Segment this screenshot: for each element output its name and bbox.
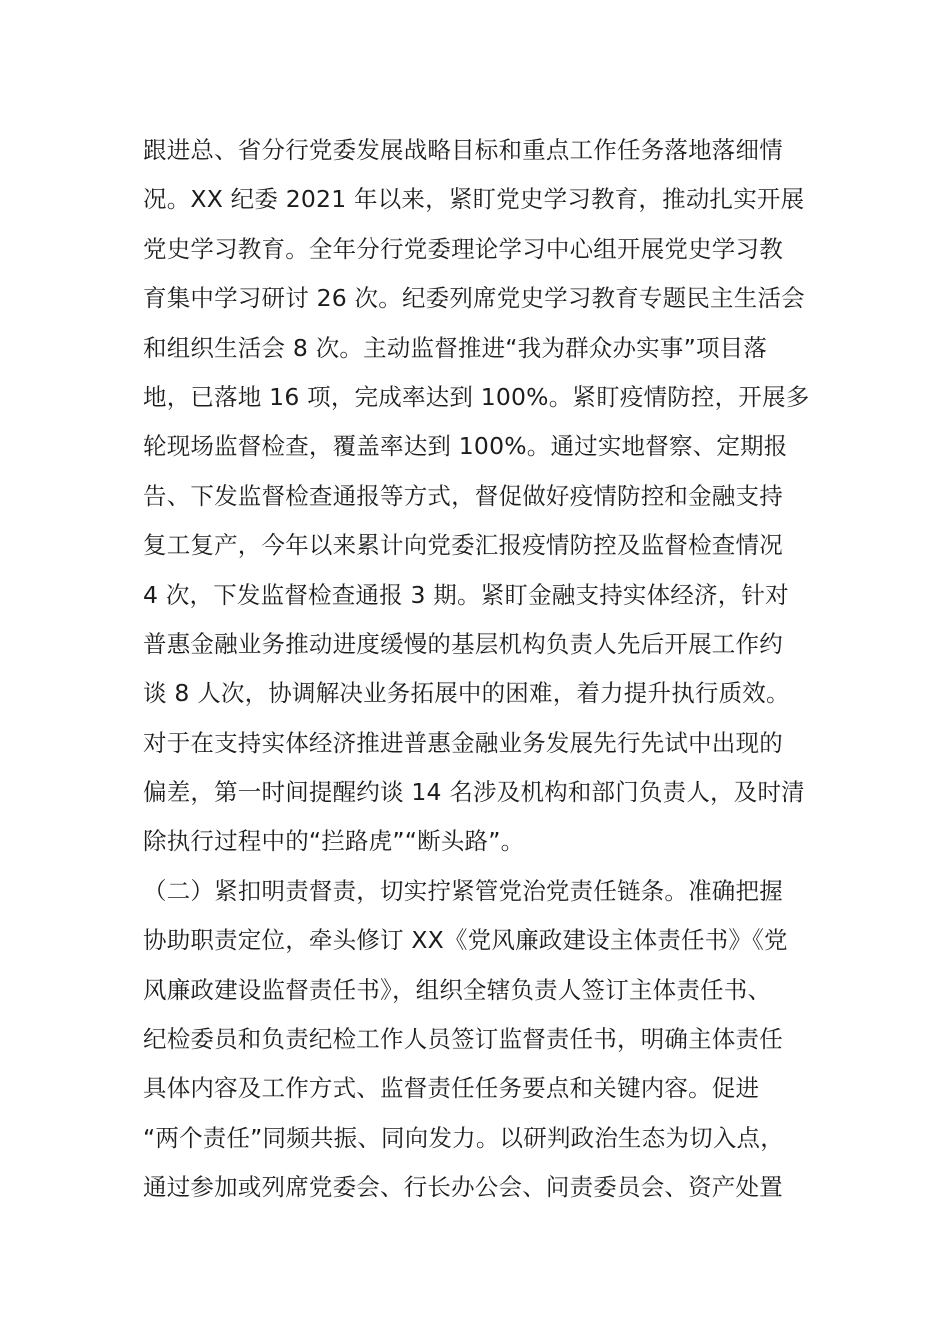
text-line: 告、下发监督检查通报等方式，督促做好疫情防控和金融支持 xyxy=(143,481,783,510)
text-line: 除执行过程中的“拦路虎”“断头路”。 xyxy=(143,827,525,856)
section-heading-line: （二）紧扣明责督责，切实拧紧管党治党责任链条。准确把握 xyxy=(143,876,783,905)
text-line: 普惠金融业务推动进度缓慢的基层机构负责人先后开展工作约 xyxy=(143,629,783,658)
text-line: 对于在支持实体经济推进普惠金融业务发展先行先试中出现的 xyxy=(143,728,783,757)
text-line: 地，已落地 16 项，完成率达到 100%。紧盯疫情防控，开展多 xyxy=(143,382,810,411)
text-line: 复工复产，今年以来累计向党委汇报疫情防控及监督检查情况 xyxy=(143,531,783,560)
text-line: 协助职责定位，牵头修订 XX《党风廉政建设主体责任书》《党 xyxy=(143,926,788,955)
text-line: 4 次，下发监督检查通报 3 期。紧盯金融支持实体经济，针对 xyxy=(143,580,789,609)
text-line: “两个责任”同频共振、同向发力。以研判政治生态为切入点， xyxy=(143,1123,784,1152)
text-line: 通过参加或列席党委会、行长办公会、问责委员会、资产处置 xyxy=(143,1173,783,1202)
text-line: 况。XX 纪委 2021 年以来，紧盯党史学习教育，推动扎实开展 xyxy=(143,185,805,214)
text-line: 跟进总、省分行党委发展战略目标和重点工作任务落地落细情 xyxy=(143,136,783,164)
text-line: 和组织生活会 8 次。主动监督推进“我为群众办实事”项目落 xyxy=(143,333,768,362)
text-line: 轮现场监督检查，覆盖率达到 100%。通过实地督察、定期报 xyxy=(143,432,788,461)
text-line: 谈 8 人次，协调解决业务拓展中的困难，着力提升执行质效。 xyxy=(143,679,790,708)
body-text xyxy=(143,126,813,1213)
text-line: 纪检委员和负责纪检工作人员签订监督责任书，明确主体责任 xyxy=(143,1025,783,1054)
text-line: 偏差，第一时间提醒约谈 14 名涉及机构和部门负责人，及时清 xyxy=(143,778,805,807)
text-line: 育集中学习研讨 26 次。纪委列席党史学习教育专题民主生活会 xyxy=(143,284,805,313)
text-line: 风廉政建设监督责任书》，组织全辖负责人签订主体责任书、 xyxy=(143,975,772,1004)
text-line: 党史学习教育。全年分行党委理论学习中心组开展党史学习教 xyxy=(143,234,783,263)
text-line: 具体内容及工作方式、监督责任任务要点和关键内容。促进 xyxy=(143,1074,760,1103)
